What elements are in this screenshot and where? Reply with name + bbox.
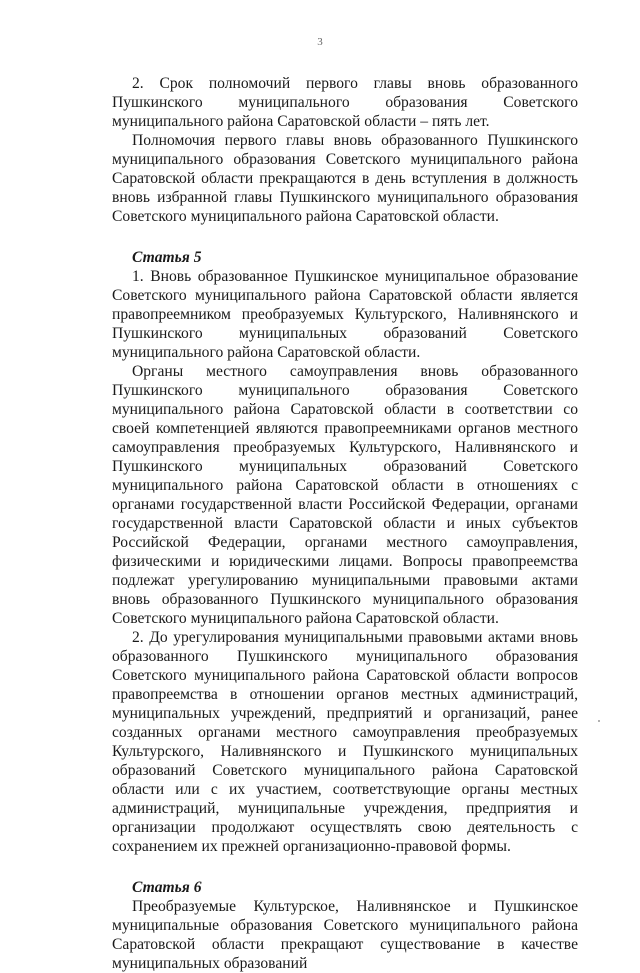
- article-6-paragraph-1: Преобразуемые Культурское, Наливнянское и Пушкинское муниципальные образования Советского муниципального района Саратовской области прекращают существование в качестве муниципальных образований: [112, 898, 578, 972]
- paragraph-term-of-office: 2. Срок полномочий первого главы вновь образованного Пушкинского муниципального образования Советского муниципального района Саратовской области – пять лет.: [112, 75, 578, 130]
- article-5-paragraph-2: Органы местного самоуправления вновь образованного Пушкинского муниципального образования Советского муниципального района Саратовской области в соответствии со своей компетенцией являются правопреемниками органов местного самоуправления преобразуемых Культурского, Наливнянского и Пушкинского муниципальных образований Советского муниципального района Саратовской области в отношениях с органами государственной власти Российской Федерации, органами государственной власти Саратовской области и иных субъектов Российской Федерации, органами местного самоуправления, физическими и юридическими лицами. Вопросы правопреемства подлежат урегулированию муниципальными правовыми актами вновь образованного Пушкинского муниципального образования Советского муниципального района Саратовской области.: [112, 363, 578, 627]
- spacer: [112, 226, 578, 248]
- article-5-paragraph-1: 1. Вновь образованное Пушкинское муниципальное образование Советского муниципального района Саратовской области является правопреемником преобразуемых Культурского, Наливнянского и Пушкинского муниципальных образований Советского муниципального района Саратовской области.: [112, 268, 578, 361]
- page-number: 3: [317, 36, 323, 48]
- spacer: [112, 856, 578, 878]
- scan-speck: [598, 720, 600, 722]
- document-body: [112, 74, 578, 973]
- article-6-heading: Статья 6: [132, 879, 202, 896]
- article-5-heading: Статья 5: [132, 249, 202, 266]
- article-5-paragraph-3: 2. До урегулирования муниципальными правовыми актами вновь образованного Пушкинского муниципального образования Советского муниципального района Саратовской области вопросов правопреемства в отношении органов местных администраций, муниципальных учреждений, предприятий и организаций, ранее созданных органами местного самоуправления преобразуемых Культурского, Наливнянского и Пушкинского муниципальных образований Советского муниципального района Саратовской области или с их участием, соответствующие органы местных администраций, муниципальные учреждения, предприятия и организации продолжают осуществлять свою деятельность с сохранением их прежней организационно-правовой формы.: [112, 629, 578, 855]
- paragraph-termination-of-powers: Полномочия первого главы вновь образованного Пушкинского муниципального образования Советского муниципального района Саратовской области прекращаются в день вступления в должность вновь избранной главы Пушкинского муниципального образования Советского муниципального района Саратовской области.: [112, 132, 578, 225]
